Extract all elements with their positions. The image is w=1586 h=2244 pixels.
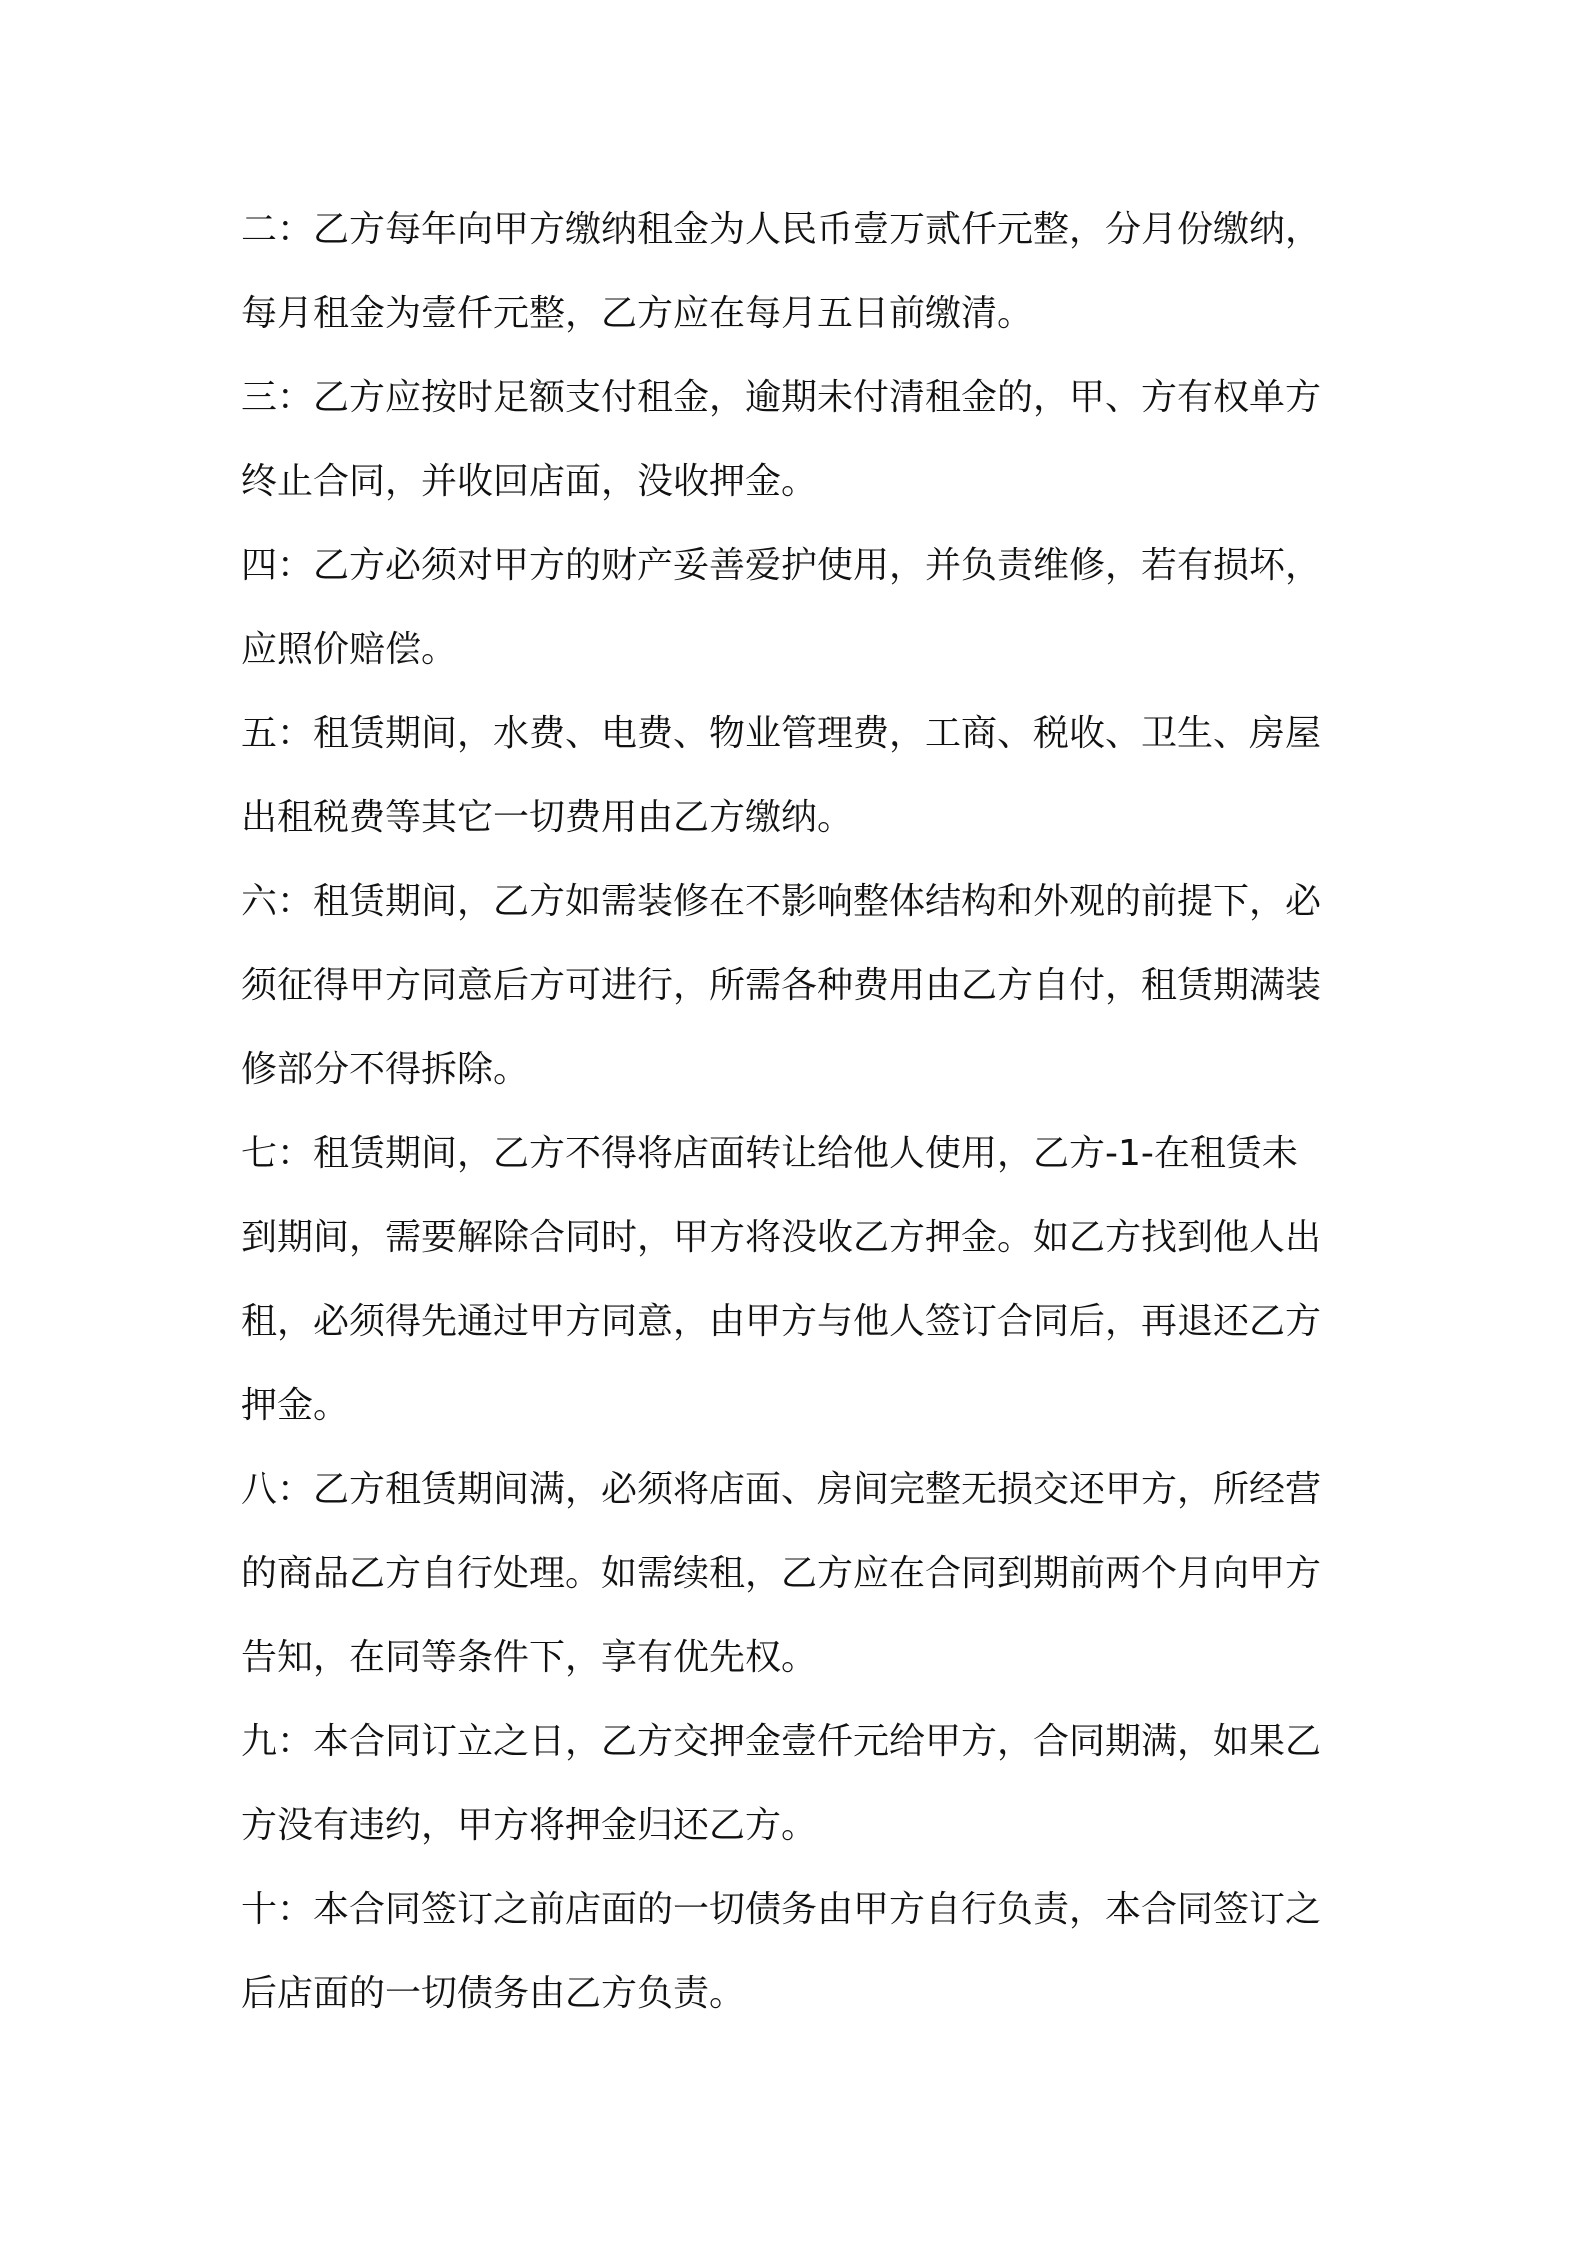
text-line: 须征得甲方同意后方可进行，所需各种费用由乙方自付，租赁期满装 [241,965,1322,1006]
text-line: 六：租赁期间，乙方如需装修在不影响整体结构和外观的前提下，必 [241,881,1322,922]
text-line: 押金。 [241,1385,350,1426]
text-line: 三：乙方应按时足额支付租金，逾期未付清租金的，甲、方有权单方 [241,377,1322,418]
text-line: 十：本合同签订之前店面的一切债务由甲方自行负责，本合同签订之 [241,1889,1322,1930]
text-line: 四：乙方必须对甲方的财产妥善爱护使用，并负责维修，若有损坏， [241,545,1322,586]
text-line: 后店面的一切债务由乙方负责。 [241,1973,746,2014]
text-line: 八：乙方租赁期间满，必须将店面、房间完整无损交还甲方，所经营 [241,1469,1322,1510]
text-line: 应照价赔偿。 [241,629,458,670]
text-line: 终止合同，并收回店面，没收押金。 [241,461,818,502]
text-line: 二：乙方每年向甲方缴纳租金为人民币壹万贰仟元整，分月份缴纳， [241,209,1322,250]
text-line: 修部分不得拆除。 [241,1049,530,1090]
text-line: 方没有违约，甲方将押金归还乙方。 [241,1805,818,1846]
text-line: 租，必须得先通过甲方同意，由甲方与他人签订合同后，再退还乙方 [241,1301,1322,1342]
text-line: 到期间，需要解除合同时，甲方将没收乙方押金。如乙方找到他人出 [241,1217,1322,1258]
text-line: 出租税费等其它一切费用由乙方缴纳。 [241,797,854,838]
text-line: 七：租赁期间，乙方不得将店面转让给他人使用，乙方-1-在租赁未 [241,1133,1298,1174]
text-line: 告知，在同等条件下，享有优先权。 [241,1637,818,1678]
contract-text [241,188,1351,2036]
text-line: 每月租金为壹仟元整，乙方应在每月五日前缴清。 [241,293,1034,334]
text-line: 九：本合同订立之日，乙方交押金壹仟元给甲方，合同期满，如果乙 [241,1721,1322,1762]
text-line: 五：租赁期间，水费、电费、物业管理费，工商、税收、卫生、房屋 [241,713,1322,754]
text-line: 的商品乙方自行处理。如需续租，乙方应在合同到期前两个月向甲方 [241,1553,1322,1594]
